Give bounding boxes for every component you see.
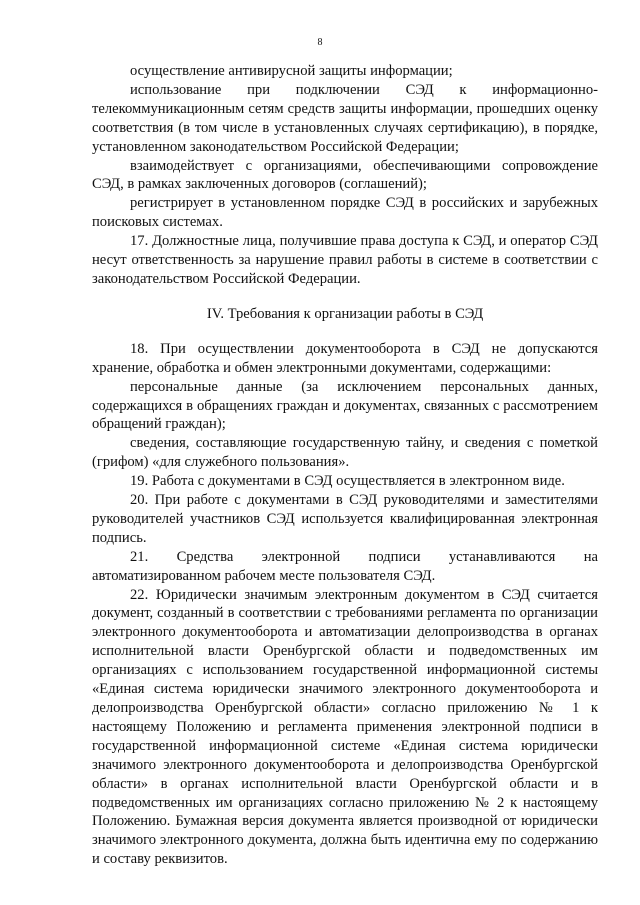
paragraph: регистрирует в установленном порядке СЭД в российских и зарубежных поисковых системах. [92,195,598,231]
paragraph: 18. При осуществлении документооборота в СЭД не допускаются хранение, обработка и обмен электронными документами, содержащими: [92,340,598,376]
section-heading: IV. Требования к организации работы в СЭД [206,305,484,322]
paragraph: 17. Должностные лица, получившие права доступа к СЭД, и оператор СЭД несут ответственность за нарушение правил работы в системе в соответствии с законодательством Российской Федерации. [92,233,598,287]
paragraph: взаимодействует с организациями, обеспечивающими сопровождение СЭД, в рамках заключенных договоров (соглашений); [92,157,598,193]
paragraph: 22. Юридически значимым электронным документом в СЭД считается документ, созданный в соответствии с требованиями регламента по организации электронного документооборота и автоматизации делопроизводства в органах исполнительной власти Оренбургской области и подведомственных им организациях с использованием государственной информационной системы «Единая система юридически значимого электронного документооборота и делопроизводства Оренбургской области» согласно приложению № 1 к настоящему Положению и регламента применения электронной подписи в государственной информационной системе «Единая система юридически значимого электронного документооборота и делопроизводства Оренбургской области» в органах исполнительной власти Оренбургской области и в подведомственных им организациях согласно приложению № 2 к настоящему Положению. Бумажная версия документа является производной от юридически значимого электронного документа, должна быть идентична ему по содержанию и составу реквизитов. [92,586,598,868]
document-body [92,62,598,869]
paragraph: сведения, составляющие государственную тайну, и сведения с пометкой (грифом) «для служебного пользования». [92,435,598,471]
paragraph: 20. При работе с документами в СЭД руководителями и заместителями руководителей участников СЭД используется квалифицированная электронная подпись. [92,492,598,546]
paragraph: осуществление антивирусной защиты информации; [130,63,453,79]
paragraph: 21. Средства электронной подписи устанавливаются на автоматизированном рабочем месте пользователя СЭД. [92,548,598,584]
paragraph: персональные данные (за исключением персональных данных, содержащихся в обращениях граждан и документах, связанных с рассмотрением обращений граждан); [92,378,598,433]
page-number: 8 [317,37,323,48]
paragraph: использование при подключении СЭД к информационно-телекоммуникационным сетям средств защиты информации, прошедших оценку соответствия (в том числе в установленных случаях сертификацию), в порядке, установленном законодательством Российской Федерации; [92,81,598,155]
paragraph: 19. Работа с документами в СЭД осуществляется в электронном виде. [130,473,565,490]
